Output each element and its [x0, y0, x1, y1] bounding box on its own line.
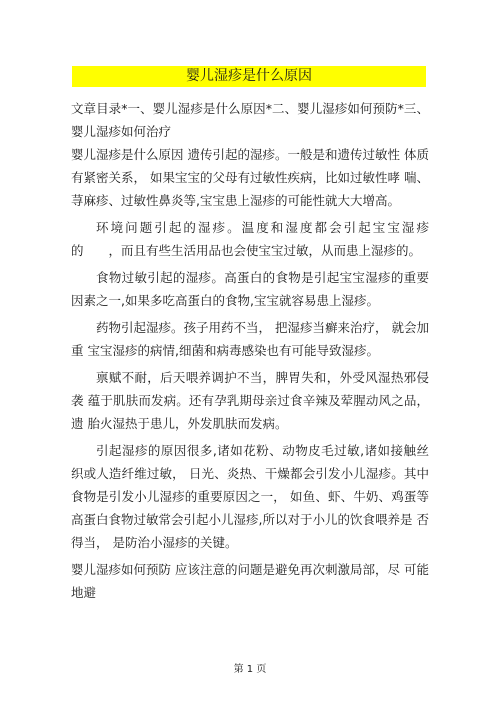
paragraph-genetic: 婴儿湿疹是什么原因 遗传引起的湿疹。一般是和遗传过敏性 体质有紧密关系， 如果宝宝的父母有过敏性疾病，比如过敏性哮 喘、荨麻疹、过敏性鼻炎等,宝宝患上湿疹的可能性就大大增高。 — [71, 147, 429, 208]
paragraph-causes: 引起湿疹的原因很多,诸如花粉、动物皮毛过敏,诸如接触丝 织或人造纤维过敏， 日光、炎热、干燥都会引发小儿湿疹。其中 食物是引发小儿湿疹的重要原因之一， 如鱼、虾、牛奶、鸡蛋等 高蛋白食物过敏常会引起小儿湿疹,所以对于小儿的饮食喂养是 否得当， 是防治小湿疹的关键。 — [71, 443, 429, 550]
page-number: 第 1 页 — [233, 664, 267, 675]
page-title: 婴儿湿疹是什么原因 — [186, 68, 312, 84]
paragraph-food: 食物过敏引起的湿疹。高蛋白的食物是引起宝宝湿疹的重要 因素之一,如果多吃高蛋白的食物,宝宝就容易患上湿疹。 — [71, 270, 429, 308]
paragraph-constitution: 禀赋不耐，后天喂养调护不当，脾胃失和，外受风湿热邪侵袭 蕴于肌肤而发病。还有孕乳期母亲过食辛辣及荤腥动风之品， 遗 胎火湿热于患儿，外发肌肤而发病。 — [71, 370, 429, 431]
paragraph-prevention: 婴儿湿疹如何预防 应该注意的问题是避免再次刺激局部，尽 可能地避 — [71, 562, 429, 600]
paragraph-environment: 环境问题引起的湿疹。温度和湿度都会引起宝宝湿疹的 ，而且有些生活用品也会使宝宝过敏，从而患上湿疹的。 — [71, 220, 429, 258]
table-of-contents: 文章目录*一、婴儿湿疹是什么原因*二、婴儿湿疹如何预防*三、 婴儿湿疹如何治疗 — [71, 101, 429, 139]
paragraph-medicine: 药物引起湿疹。孩子用药不当， 把湿疹当癣来治疗， 就会加重 宝宝湿疹的病情,细菌和病毒感染也有可能导致湿疹。 — [71, 320, 429, 358]
document-body — [71, 97, 429, 604]
